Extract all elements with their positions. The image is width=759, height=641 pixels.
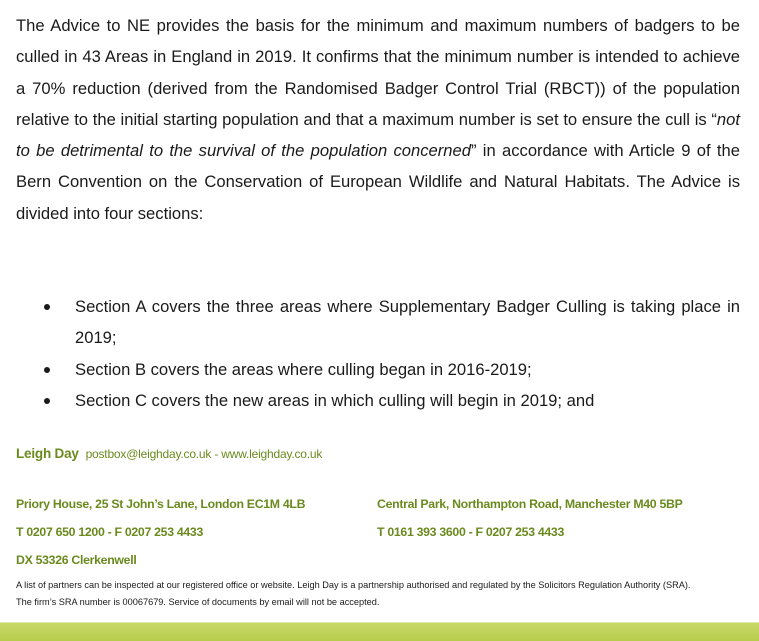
manchester-address: Central Park, Northampton Road, Manchester M40 5BP — [377, 497, 683, 511]
bullet-icon — [44, 367, 50, 373]
bullet-icon — [44, 398, 50, 404]
paragraph-quote: not to be detrimental to the survival of the population concerned — [16, 109, 740, 161]
legal-line-2: The firm’s SRA number is 00067679. Service of documents by email will not be accepted. — [16, 596, 380, 607]
footer-brand-line — [16, 446, 322, 461]
paragraph-text-end: ” in accordance with Article 9 of the Bern Convention on the Conservation of European Wildlife and Natural Habitats. The Advice is divided into four sections: — [16, 141, 740, 223]
body-paragraph — [16, 10, 740, 229]
list-item — [16, 385, 740, 416]
brand-name: Leigh Day — [16, 446, 79, 461]
list-item — [16, 291, 740, 354]
legal-notice — [16, 577, 736, 610]
list-item-text: Section C covers the new areas in which culling will begin in 2019; and — [75, 390, 595, 410]
website-link[interactable]: www.leighday.co.uk — [221, 447, 323, 461]
london-office — [16, 490, 305, 574]
manchester-office — [377, 490, 682, 546]
paragraph-text-start: The Advice to NE provides the basis for the minimum and maximum numbers of badgers to be culled in 43 Areas in England in 2019. It confirms that the minimum number is intended to achieve a 70% reduction (derived from the Randomised Badger Control Trial (RBCT)) of the population relative to the initial starting population and that a maximum number is set to ensure the cull is “ — [16, 16, 740, 129]
contact-separator: - — [211, 447, 222, 461]
list-item-text: Section B covers the areas where culling began in 2016-2019; — [75, 359, 532, 379]
london-phones: T 0207 650 1200 - F 0207 253 4433 — [16, 525, 204, 539]
london-dx: DX 53326 Clerkenwell — [16, 553, 137, 567]
legal-line-1: A list of partners can be inspected at our registered office or website. Leigh Day is a partnership authorised and regulated by the Solicitors Regulation Authority (SRA). — [16, 580, 691, 590]
list-item-text: Section A covers the three areas where Supplementary Badger Culling is taking place in 2019; — [75, 297, 740, 348]
bullet-icon — [44, 304, 50, 310]
london-address: Priory House, 25 St John’s Lane, London EC1M 4LB — [16, 497, 306, 511]
manchester-phones: T 0161 393 3600 - F 0207 253 4433 — [377, 525, 565, 539]
list-item — [16, 354, 740, 385]
sections-list — [16, 291, 740, 416]
footer-color-bar — [0, 622, 759, 641]
email-link[interactable]: postbox@leighday.co.uk — [85, 447, 212, 461]
